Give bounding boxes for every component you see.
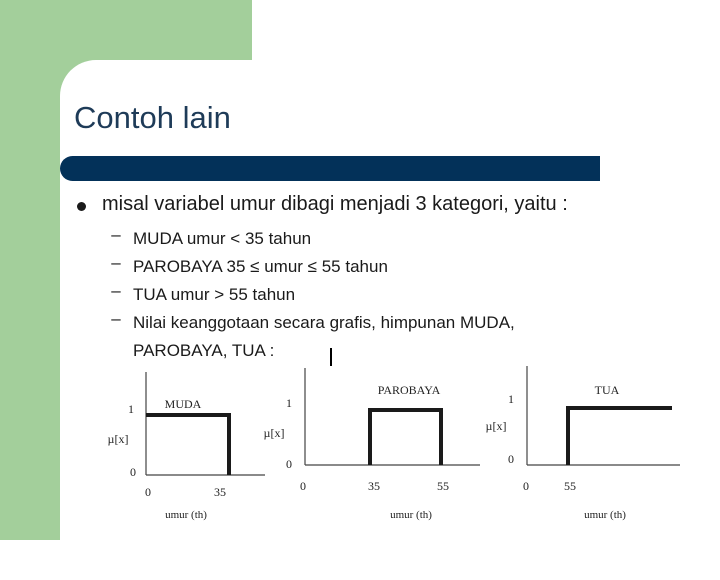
sub-item-text: PAROBAYA 35 ≤ umur ≤ 55 tahun <box>133 257 388 276</box>
membership-line <box>146 415 229 475</box>
chart-parobaya <box>264 368 480 521</box>
y-tick-label: 0 <box>130 465 136 479</box>
sub-item-text: MUDA umur < 35 tahun <box>133 229 312 248</box>
chart-set-label: MUDA <box>164 397 202 411</box>
main-bullet-text: misal variabel umur dibagi menjadi 3 kategori, yaitu : <box>102 193 568 215</box>
sub-item-text: Nilai keanggotaan secara grafis, himpunan MUDA, PAROBAYA, TUA : <box>133 313 515 360</box>
y-tick-label: 1 <box>286 396 292 410</box>
y-axis-label: µ[x] <box>263 426 285 440</box>
y-tick-label: 0 <box>508 452 514 466</box>
dash-icon: – <box>111 281 121 300</box>
membership-line <box>370 410 441 465</box>
x-tick-label: 55 <box>437 479 449 493</box>
y-tick-label: 1 <box>128 402 134 416</box>
membership-line <box>568 408 672 465</box>
chart-muda <box>108 372 265 521</box>
x-tick-label: 55 <box>564 479 576 493</box>
x-tick-label: 0 <box>523 479 529 493</box>
x-tick-label: 0 <box>300 479 306 493</box>
dash-icon: – <box>111 225 121 244</box>
y-tick-label: 1 <box>508 392 514 406</box>
x-axis-label: umur (th) <box>165 509 207 521</box>
chart-tua <box>486 366 680 521</box>
chart-set-label: TUA <box>594 383 620 397</box>
x-axis-label: umur (th) <box>390 509 432 521</box>
x-axis-label: umur (th) <box>584 509 626 521</box>
y-axis-label: µ[x] <box>107 432 129 446</box>
x-tick-label: 0 <box>145 485 151 499</box>
dash-icon: – <box>111 253 121 272</box>
slide-title: Contoh lain <box>74 100 231 135</box>
y-axis-label: µ[x] <box>485 419 507 433</box>
chart-set-label: PAROBAYA <box>377 383 441 397</box>
dash-icon: – <box>111 309 121 328</box>
y-tick-label: 0 <box>286 457 292 471</box>
sub-item-text: TUA umur > 55 tahun <box>133 285 296 304</box>
x-tick-label: 35 <box>368 479 380 493</box>
x-tick-label: 35 <box>214 485 226 499</box>
